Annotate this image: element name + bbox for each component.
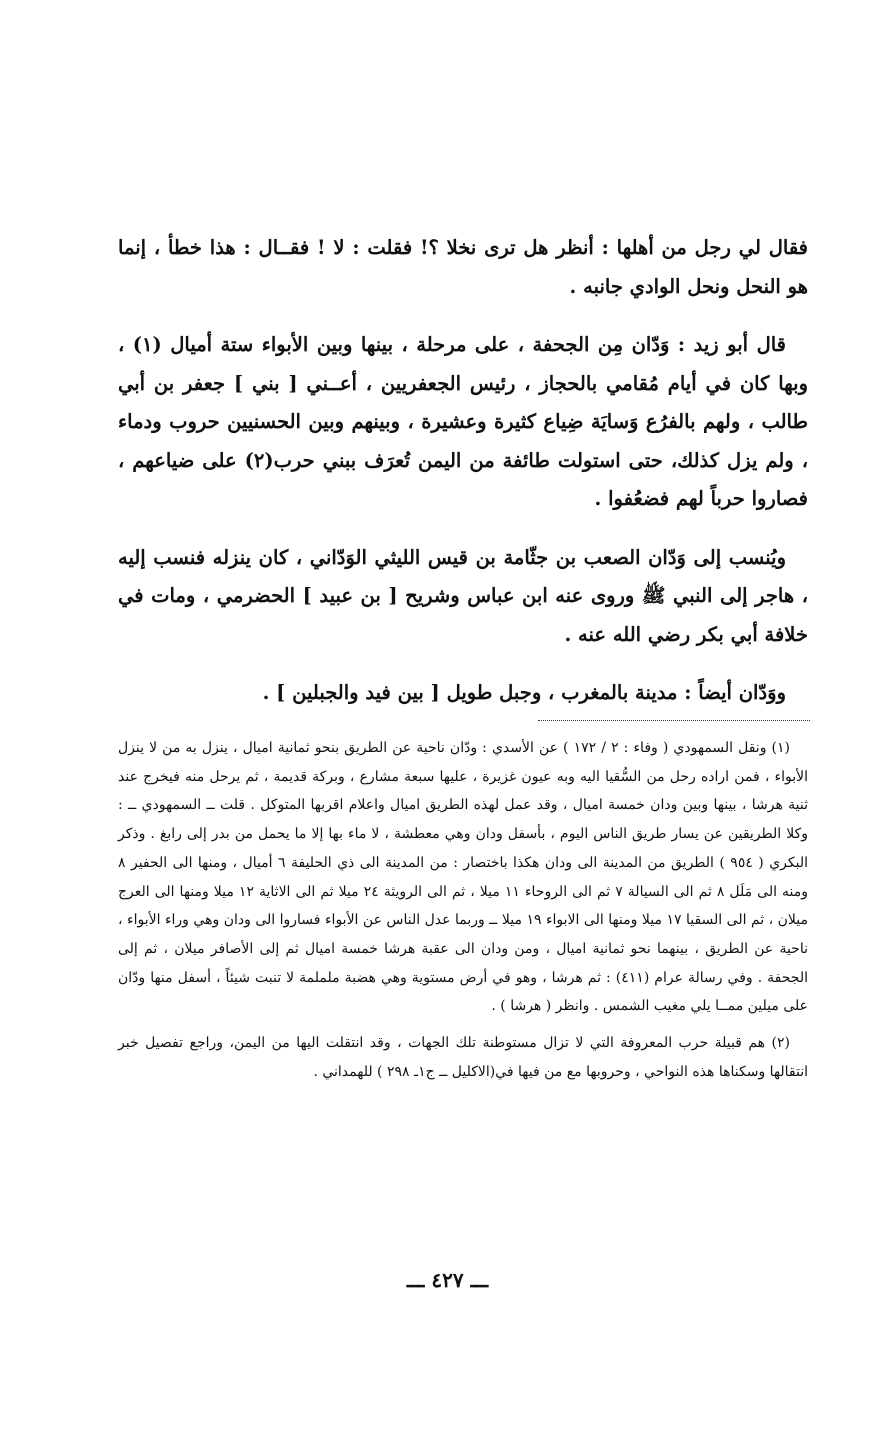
paragraph-2: قال أبو زيد : وَدّان مِن الجحفة ، على مرحلة ، بينها وبين الأبواء ستة أميال (١) ، وبها كان في أيام مُقامي بالحجاز ، رئيس الجعفريين ، أعــني [ بني ] جعفر بن أبي طالب ، ولهم بالفرُع وَسايَة ضِياع كثيرة وعشيرة ، وبينهم وبين الحسنيين حروب ودماء ، ولم يزل كذلك، حتى استولت طائفة من اليمن تُعرَف ببني حرب(٢) على ضياعهم ، فصاروا حرباً لهم فضعُفوا . [118, 333, 809, 510]
footnote-divider [538, 720, 810, 721]
footnote-1: (١) ونقل السمهودي ( وفاء : ٢ / ١٧٢ ) عن الأسدي : ودّان ناحية عن الطريق بنحو ثمانية اميال ، ينزل به من لا ينزل الأبواء ، فمن اراده رحل من السُّقيا اليه وبه عيون غزيرة ، عليها سبعة مشارع ، وبركة قديمة ، ثم يرحل منه فيخرج عند ثنية هرشا ، بينها وبين ودان خمسة اميال ، وقد عمل لهذه الطريق اميال واعلام اقربها المتوكل . قلت ــ السمهودي ــ : وكلا الطريقين عن يسار طريق الناس اليوم ، بأسفل ودان وهي معطشة ، لا ماء بها إلا ما يحمل من بدر إلى رابغ . وذكر البكري ( ٩٥٤ ) الطريق من المدينة الى ودان هكذا باختصار : من المدينة الى ذي الحليفة ٦ أميال ، ومنها الى الحفير ٨ ومنه الى مَلَل ٨ ثم الى السيالة ٧ ثم الى الروحاء ١١ ميلا ، ثم الى الرويثة ٢٤ ميلا ثم الى الاثاية ١٢ ميلا ومنها الى العرج ميلان ، ثم الى السقيا ١٧ ميلا ومنها الى الابواء ١٩ ميلا ــ وربما عدل الناس عن الأبواء فساروا الى ودان وهي وراء الأبواء ، ناحية عن الطريق ، بينهما نحو ثمانية اميال ، ومن ودان الى عقبة هرشا خمسة اميال ثم إلى الأصافر ميلان ، ثم إلى الجحفة . وفي رسالة عرام (٤١١) : ثم هرشا ، وهو في أرض مستوية وهي هضبة ململمة لا تنبت شيئاً ، أسفل منها ودّان على ميلين ممــا يلي مغيب الشمس . وانظر ( هرشا ) . [118, 740, 809, 1015]
main-text [118, 229, 808, 733]
page-number: ـــ ٤٢٧ ـــ [406, 1268, 489, 1292]
paragraph-3: ويُنسب إلى وَدّان الصعب بن جثّامة بن قيس الليثي الوَدّاني ، كان ينزله فنسب إليه ، هاجر إلى النبي ﷺ وروى عنه ابن عباس وشريح [ بن عبيد ] الحضرمي ، ومات في خلافة أبي بكر رضي الله عنه . [118, 545, 808, 646]
footnotes [118, 734, 808, 1094]
paragraph-1: فقال لي رجل من أهلها : أنظر هل ترى نخلا ؟! فقلت : لا ! فقــال : هذا خطأ ، إنما هو النحل ونحل الوادي جانبه . [118, 236, 808, 298]
paragraph-4: ووَدّان أيضاً : مدينة بالمغرب ، وجبل طويل [ بين فيد والجبلين ] . [262, 681, 786, 704]
footnote-2: (٢) هم قبيلة حرب المعروفة التي لا تزال مستوطنة تلك الجهات ، وقد انتقلت اليها من اليمن، وراجع تفصيل خبر انتقالها وسكناها هذه النواحي ، وحروبها مع من فيها في(الاكليل ــ ج١ـ ٢٩٨ ) للهمداني . [118, 1035, 808, 1080]
